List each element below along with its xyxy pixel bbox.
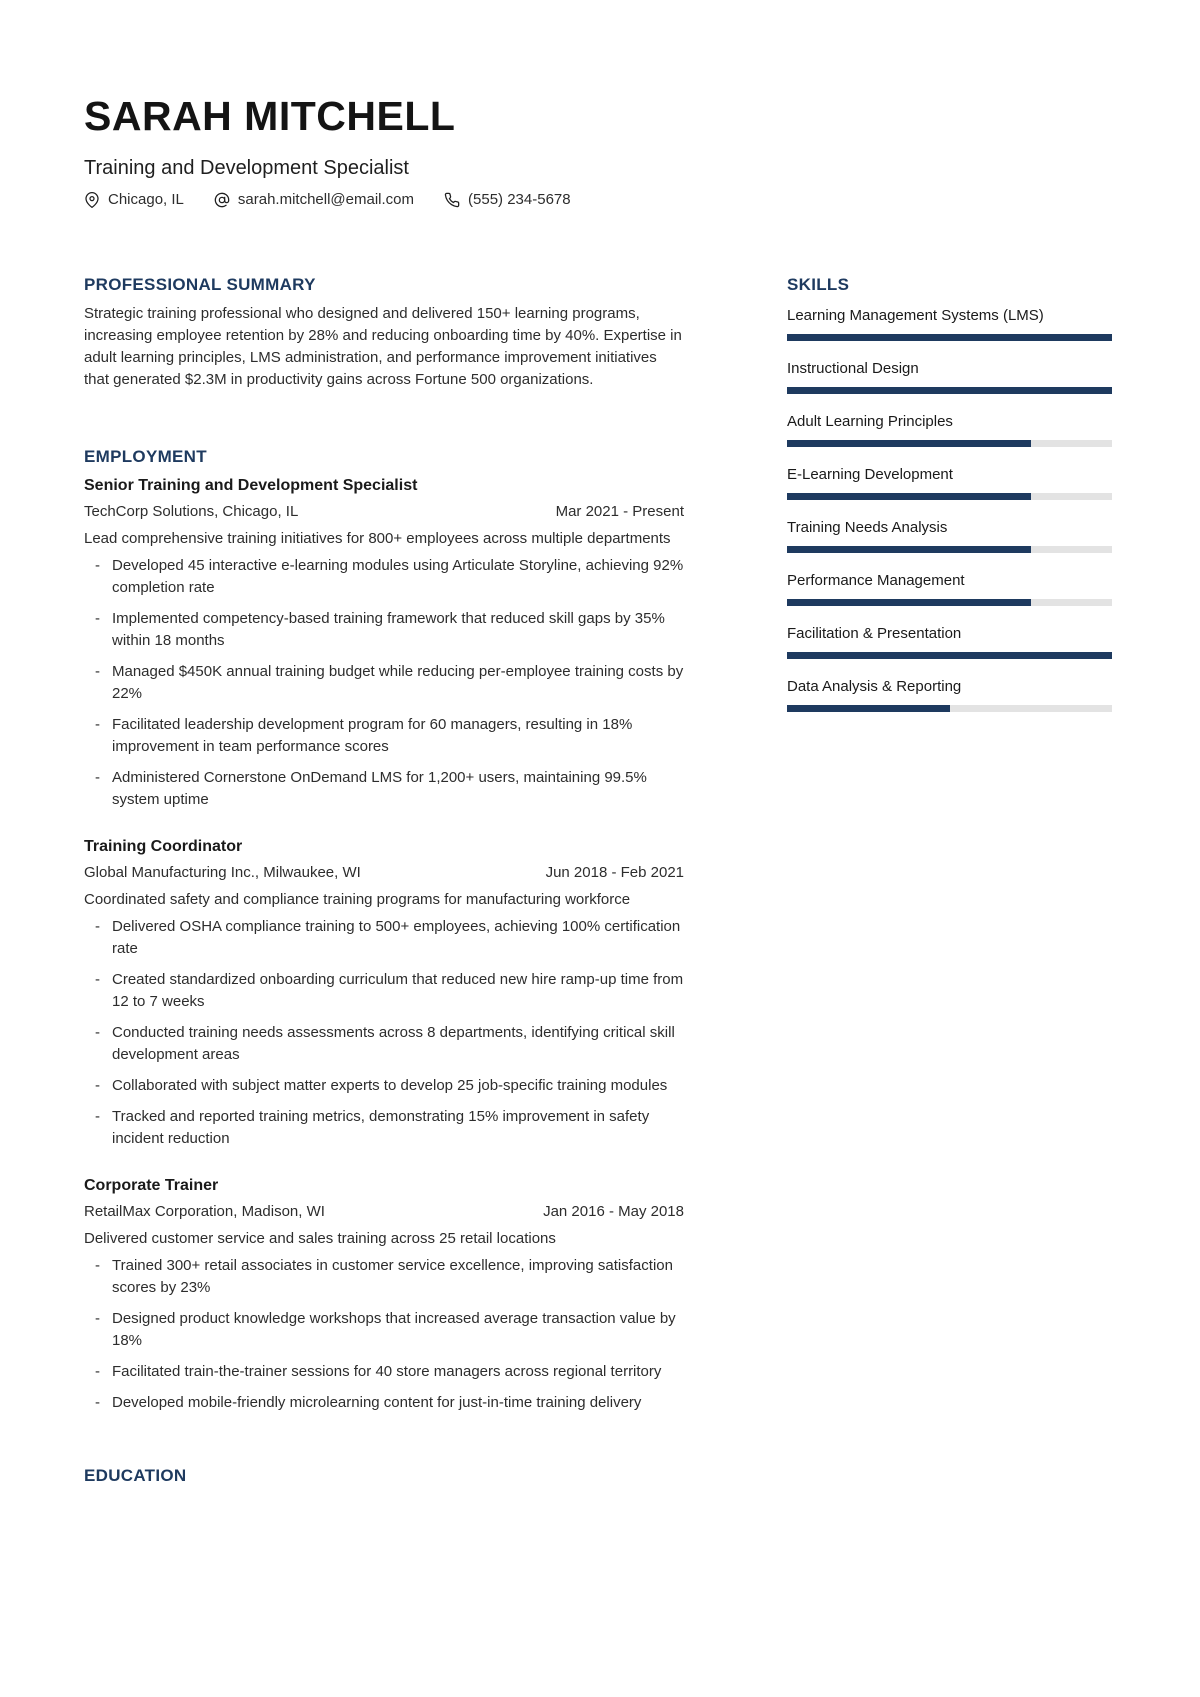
skills-heading: SKILLS [787,275,850,294]
phone-icon [444,192,460,208]
job-description: Coordinated safety and compliance training programs for manufacturing workforce [84,891,631,908]
skill-name: Learning Management Systems (LMS) [787,307,1044,324]
job-entry [84,836,684,1150]
job-entry [84,475,684,811]
job-bullet: - Facilitated train-the-trainer sessions for 40 store managers across regional territory [84,1361,684,1383]
job-bullet: - Implemented competency-based training framework that reduced skill gaps by 35% within 18 months [84,608,684,652]
job-description: Lead comprehensive training initiatives for 800+ employees across multiple departments [84,530,671,547]
skill-item [787,623,1112,659]
skill-bar-fill [787,387,1112,394]
job-bullet: - Trained 300+ retail associates in customer service excellence, improving satisfaction scores by 23% [84,1255,684,1299]
person-name: SARAH MITCHELL [84,93,456,139]
location-pin-icon [84,192,100,208]
skill-bar-track [787,387,1112,394]
skill-item [787,411,1112,447]
skill-bar-fill [787,334,1112,341]
skill-bar-track [787,546,1112,553]
job-bullet-list [84,555,684,811]
skill-name: Data Analysis & Reporting [787,678,962,695]
resume-header [84,93,1112,211]
job-bullet: - Collaborated with subject matter experts to develop 25 job-specific training modules [84,1075,684,1097]
skill-name: Facilitation & Presentation [787,625,962,642]
job-title: Corporate Trainer [84,1177,219,1194]
section-employment [84,447,684,1414]
skill-name: Performance Management [787,572,965,589]
contact-location-text: Chicago, IL [108,191,184,208]
skill-bar-track [787,440,1112,447]
skill-item [787,305,1112,341]
job-title: Training Coordinator [84,838,243,855]
skill-bar-fill [787,652,1112,659]
skill-item [787,517,1112,553]
skill-bar-track [787,334,1112,341]
summary-heading: PROFESSIONAL SUMMARY [84,275,316,294]
content-columns [84,275,1112,1494]
summary-text: Strategic training professional who designed and delivered 150+ learning programs, increasing employee retention by 28% and reducing onboarding time by 40%. Expertise in adult learning principles, LMS administration, and performance improvement initiatives that generated $2.3M in productivity gains across Fortune 500 organizations. [84,305,682,388]
job-bullet: - Facilitated leadership development program for 60 managers, resulting in 18% improvement in team performance scores [84,714,684,758]
job-company: Global Manufacturing Inc., Milwaukee, WI [84,864,361,881]
job-meta-row [84,862,684,884]
skill-item [787,570,1112,606]
job-dates: Jun 2018 - Feb 2021 [545,864,684,881]
job-description: Delivered customer service and sales training across 25 retail locations [84,1230,556,1247]
skill-bar-track [787,493,1112,500]
skill-name: Instructional Design [787,360,919,377]
job-company: TechCorp Solutions, Chicago, IL [84,503,299,520]
skill-bar-fill [787,705,950,712]
skill-item [787,676,1112,712]
skill-bar-track [787,652,1112,659]
contact-email [214,189,414,211]
skill-bar-track [787,705,1112,712]
job-entry [84,1175,684,1414]
skills-sidebar [787,275,1112,1494]
job-bullet-list [84,916,684,1150]
skill-bar-track [787,599,1112,606]
skill-bar-fill [787,440,1031,447]
job-bullet: - Tracked and reported training metrics, demonstrating 15% improvement in safety incident reduction [84,1106,684,1150]
at-sign-icon [214,192,230,208]
job-title: Senior Training and Development Specialist [84,477,418,494]
contact-phone [444,189,571,211]
job-bullet: - Managed $450K annual training budget while reducing per-employee training costs by 22% [84,661,684,705]
skill-name: E-Learning Development [787,466,953,483]
job-bullet: - Delivered OSHA compliance training to 500+ employees, achieving 100% certification rate [84,916,684,960]
contact-phone-text: (555) 234-5678 [468,191,571,208]
skill-item [787,464,1112,500]
job-bullet: - Administered Cornerstone OnDemand LMS for 1,200+ users, maintaining 99.5% system uptime [84,767,684,811]
section-professional-summary [84,275,684,391]
skill-name: Adult Learning Principles [787,413,953,430]
education-heading: EDUCATION [84,1466,187,1485]
contact-location [84,189,184,211]
job-bullet: - Conducted training needs assessments across 8 departments, identifying critical skill development areas [84,1022,684,1066]
skill-bar-fill [787,599,1031,606]
job-company: RetailMax Corporation, Madison, WI [84,1203,325,1220]
job-bullet: - Developed 45 interactive e-learning modules using Articulate Storyline, achieving 92% completion rate [84,555,684,599]
job-meta-row [84,501,684,523]
skill-bar-fill [787,493,1031,500]
job-meta-row [84,1201,684,1223]
job-dates: Jan 2016 - May 2018 [543,1203,684,1220]
contact-row [84,189,1112,211]
skill-name: Training Needs Analysis [787,519,948,536]
skill-bar-fill [787,546,1031,553]
contact-email-text: sarah.mitchell@email.com [237,191,415,208]
person-job-title: Training and Development Specialist [84,157,409,179]
skill-item [787,358,1112,394]
job-bullet: - Designed product knowledge workshops that increased average transaction value by 18% [84,1308,684,1352]
job-dates: Mar 2021 - Present [555,503,684,520]
job-bullet: - Developed mobile-friendly microlearning content for just-in-time training delivery [84,1392,684,1414]
main-column [84,275,684,1494]
employment-heading: EMPLOYMENT [84,447,207,466]
job-bullet: - Created standardized onboarding curriculum that reduced new hire ramp-up time from 12 to 7 weeks [84,969,684,1013]
section-education [84,1466,684,1486]
job-bullet-list [84,1255,684,1414]
